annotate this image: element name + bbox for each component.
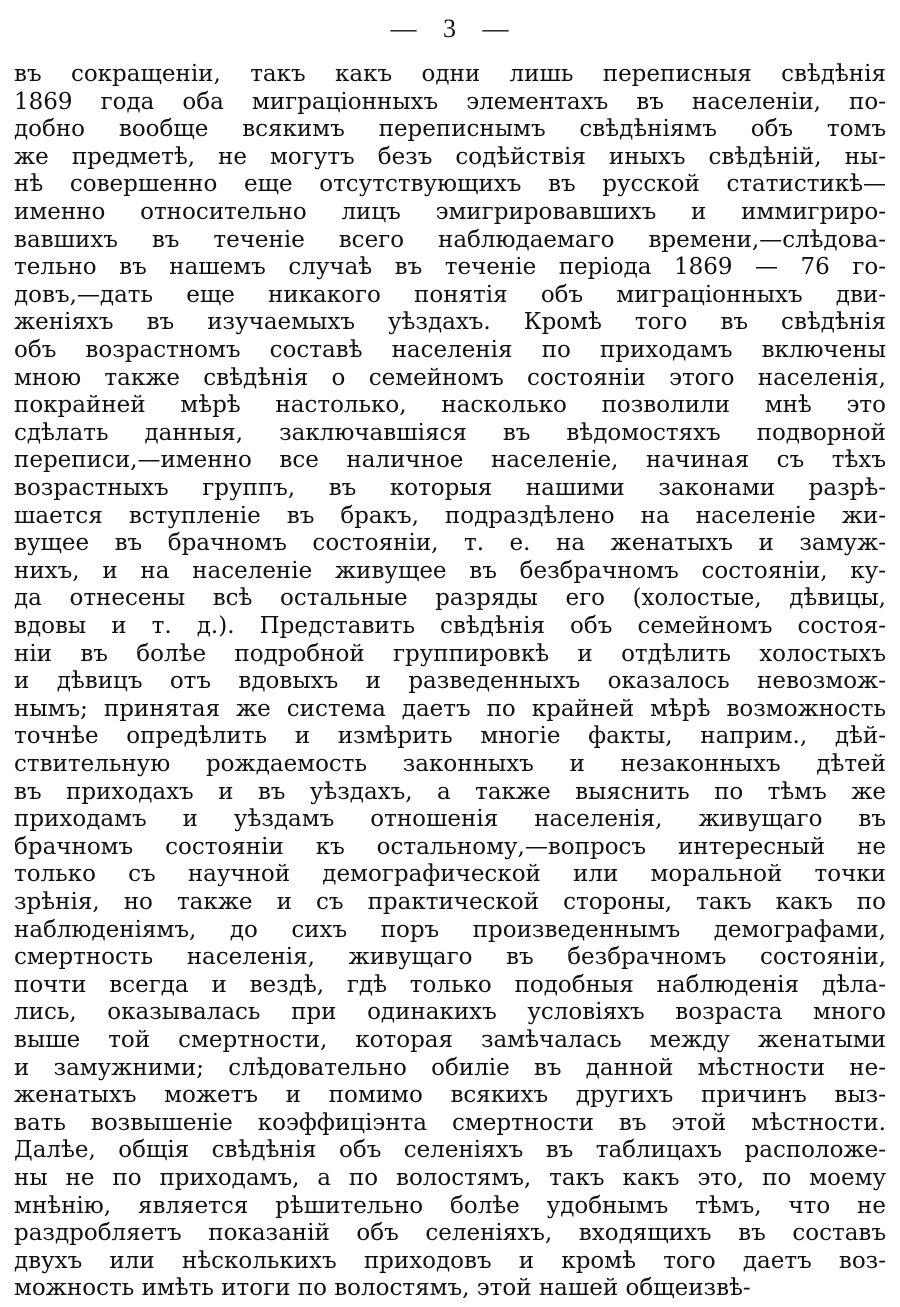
- text-line-content: нихъ, и на населеніе живущее въ безбрачномъ состояніи, ку-: [14, 557, 886, 584]
- text-line-content: возрастныхъ группъ, въ которыя нашими законами разрѣ-: [14, 475, 886, 501]
- text-line-content: смертность населенія, живущаго въ безбрачномъ состояніи,: [14, 944, 886, 971]
- text-line-content: же предметѣ, не могутъ безъ содѣйствія иныхъ свѣдѣній, ны-: [14, 143, 886, 170]
- text-line-content: можность имѣть итоги по волостямъ, этой нашей общеизвѣ-: [14, 1275, 751, 1302]
- text-line: [14, 1269, 886, 1307]
- text-line-content: женіяхъ въ изучаемыхъ уѣздахъ. Кромѣ того въ свѣдѣнія: [14, 309, 886, 336]
- text-line-content: мнѣнію, является рѣшительно болѣе удобнымъ тѣмъ, что не: [14, 1192, 886, 1219]
- text-line-content: раздробляетъ показаній объ селеніяхъ, входящихъ въ составъ: [14, 1220, 886, 1247]
- text-line-content: брачномъ состояніи къ остальному,—вопросъ интересный не: [14, 833, 886, 860]
- text-line-content: приходамъ и уѣздамъ отношенія населенія, живущаго въ: [14, 806, 886, 833]
- text-line-content: и замужними; слѣдовательно обиліе въ данной мѣстности не-: [14, 1054, 886, 1081]
- text-line-content: и дѣвицъ отъ вдовыхъ и разведенныхъ оказалось невозмож-: [14, 668, 886, 695]
- text-line-content: нымъ; принятая же система даетъ по крайней мѣрѣ возможность: [14, 695, 886, 722]
- text-line-content: вать возвышеніе коэффиціэнта смертности въ этой мѣстности.: [14, 1109, 886, 1136]
- text-line-content: шается вступленіе въ бракъ, подраздѣлено на населеніе жи-: [14, 502, 886, 529]
- text-line-content: точнѣе опредѣлить и измѣрить многіе факты, наприм., дѣй-: [14, 723, 886, 750]
- text-line-content: да отнесены всѣ остальные разряды его (холостые, дѣвицы,: [14, 585, 886, 612]
- text-line-content: переписи,—именно все наличное населеніе, начиная съ тѣхъ: [14, 447, 886, 474]
- text-line-content: лись, оказывалась при одинакихъ условіяхъ возраста много: [14, 999, 886, 1026]
- text-line-content: выше той смертности, которая замѣчалась между женатыми: [14, 1027, 886, 1053]
- text-line-content: зрѣнія, но также и съ практической стороны, такъ какъ по: [14, 889, 886, 915]
- text-line-content: вавшихъ въ теченіе всего наблюдаемаго времени,—слѣдова-: [14, 226, 886, 253]
- text-line-content: довъ,—дать еще никакого понятія объ миграціонныхъ дви-: [14, 281, 886, 308]
- text-line-content: наблюденіямъ, до сихъ поръ произведеннымъ демографами,: [14, 916, 886, 943]
- text-line-content: тельно въ нашемъ случаѣ въ теченіе періода 1869 — 76 го-: [14, 254, 886, 281]
- text-line-content: вдовы и т. д.). Представить свѣдѣнія объ семейномъ состоя-: [14, 613, 886, 639]
- text-line-content: именно относительно лицъ эмигрировавшихъ и иммигриро-: [14, 199, 886, 225]
- text-line-content: добно вообще всякимъ переписнымъ свѣдѣніямъ объ томъ: [14, 116, 886, 143]
- text-line-content: мною также свѣдѣнія о семейномъ состояніи этого населенія,: [14, 364, 886, 391]
- page-number-dash-left: —: [390, 14, 418, 43]
- page-number: [0, 10, 900, 48]
- text-line-content: сдѣлать данныя, заключавшіяся въ вѣдомостяхъ подворной: [14, 419, 886, 446]
- text-line-content: ны не по приходамъ, а по волостямъ, такъ какъ это, по моему: [14, 1165, 886, 1191]
- page-number-value: 3: [443, 14, 457, 43]
- text-line-content: только съ научной демографической или моральной точки: [14, 861, 886, 888]
- text-line-content: почти всегда и вездѣ, гдѣ только подобныя наблюденія дѣла-: [14, 971, 886, 998]
- text-line-content: въ сокращеніи, такъ какъ одни лишь переписныя свѣдѣнія: [14, 61, 886, 87]
- text-line-content: Далѣе, общія свѣдѣнія объ селеніяхъ въ таблицахъ расположе-: [14, 1137, 886, 1164]
- text-line-content: ніи въ болѣе подробной группировкѣ и отдѣлить холостыхъ: [14, 640, 886, 667]
- text-line-content: ствительную рождаемость законныхъ и незаконныхъ дѣтей: [14, 751, 886, 777]
- text-line-content: въ приходахъ и въ уѣздахъ, а также выяснить по тѣмъ же: [14, 778, 886, 805]
- text-line-content: объ возрастномъ составѣ населенія по приходамъ включены: [14, 337, 886, 363]
- text-line-content: покрайней мѣрѣ настолько, насколько позволили мнѣ это: [14, 392, 886, 419]
- text-line-content: двухъ или нѣсколькихъ приходовъ и кромѣ того даетъ воз-: [14, 1247, 886, 1274]
- text-line-content: вущее въ брачномъ состояніи, т. е. на женатыхъ и замуж-: [14, 530, 886, 557]
- text-line-content: женатыхъ можетъ и помимо всякихъ другихъ причинъ выз-: [14, 1082, 886, 1109]
- text-line-content: 1869 года оба миграціонныхъ элементахъ въ населеніи, по-: [14, 88, 886, 115]
- page-number-dash-right: —: [482, 14, 510, 43]
- text-line-content: нѣ совершенно еще отсутствующихъ въ русской статистикѣ—: [14, 171, 886, 198]
